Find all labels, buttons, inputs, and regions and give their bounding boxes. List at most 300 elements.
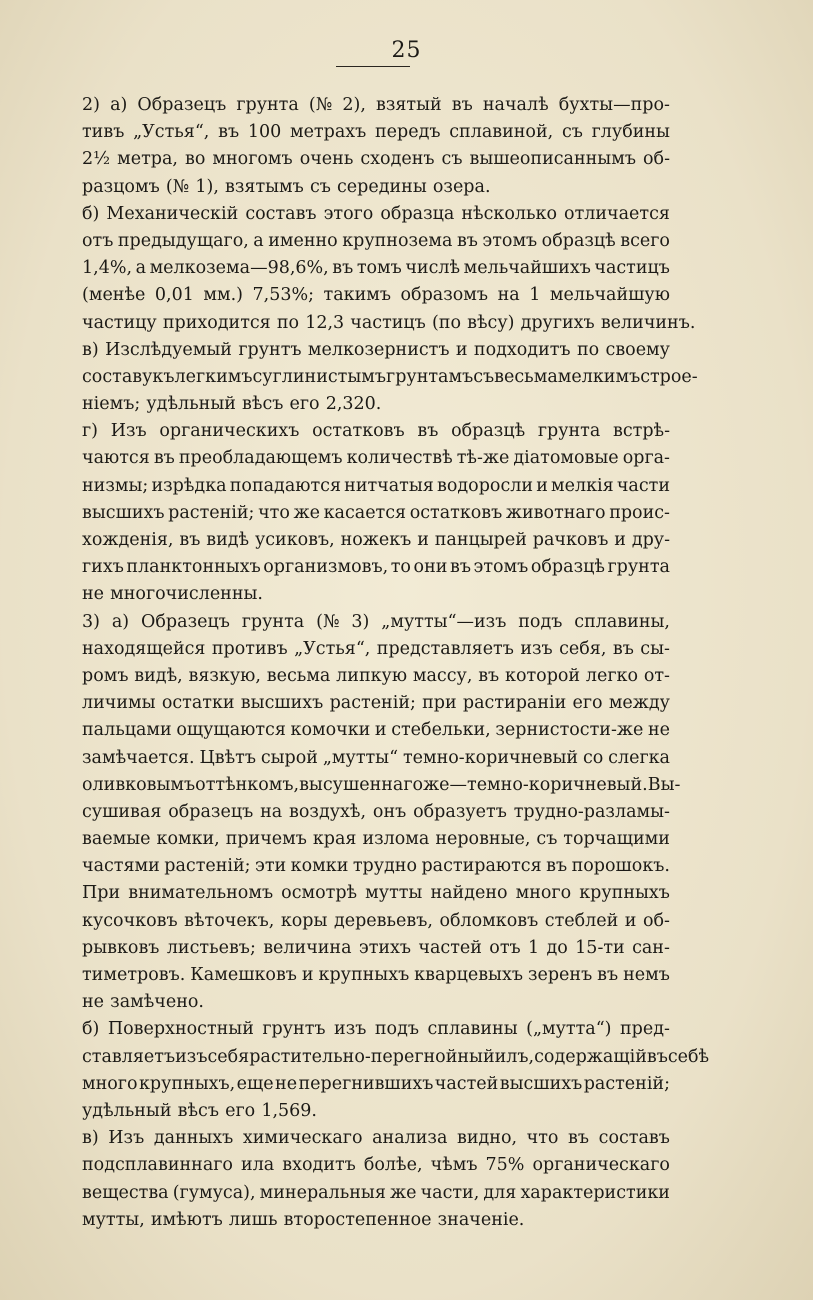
word: суглинистымъ bbox=[252, 366, 387, 387]
word: мелкимъ bbox=[557, 366, 641, 387]
word: сходенъ bbox=[360, 149, 435, 170]
word: частей bbox=[418, 937, 482, 958]
text-line bbox=[82, 282, 670, 309]
word: сы- bbox=[640, 638, 670, 659]
text-line bbox=[82, 174, 670, 201]
text-line bbox=[82, 391, 670, 418]
word: ощущаются bbox=[176, 720, 286, 741]
word: къ bbox=[152, 366, 175, 387]
word: между bbox=[608, 693, 670, 714]
word: вещества bbox=[82, 1182, 169, 1203]
word: темно-коричневый bbox=[402, 747, 579, 768]
word: своему bbox=[605, 339, 670, 360]
word: величина bbox=[263, 937, 352, 958]
word: мутты, bbox=[82, 1209, 145, 1230]
word: неровные, bbox=[435, 829, 531, 850]
word: не bbox=[647, 720, 670, 741]
word: внимательномъ bbox=[128, 883, 274, 904]
word: растираются bbox=[421, 856, 542, 877]
word: въ bbox=[449, 557, 471, 578]
word: 1,569. bbox=[261, 1100, 317, 1121]
word: легкимъ bbox=[174, 366, 253, 387]
word: многочисленны. bbox=[110, 584, 263, 605]
word: животнаго bbox=[505, 502, 606, 523]
word: въ bbox=[478, 665, 500, 686]
word: и bbox=[374, 720, 387, 741]
word: до bbox=[546, 937, 568, 958]
word: этихъ bbox=[358, 937, 412, 958]
word: Механическій bbox=[106, 203, 239, 224]
word: діатомовые bbox=[513, 448, 619, 469]
word: его bbox=[572, 693, 603, 714]
word: зернистости-же bbox=[495, 720, 644, 741]
word: грунтъ bbox=[262, 1019, 326, 1040]
word: вышеописаннымъ bbox=[469, 149, 636, 170]
text-line bbox=[82, 853, 670, 880]
word: остатковъ bbox=[312, 421, 405, 442]
word: сушивая bbox=[82, 801, 162, 822]
word: характеристики bbox=[520, 1182, 670, 1203]
word: планктонныхъ bbox=[126, 557, 261, 578]
word: видно, bbox=[457, 1128, 518, 1149]
word: отъ bbox=[489, 937, 521, 958]
word: остатковъ bbox=[409, 502, 503, 523]
text-line bbox=[82, 418, 670, 445]
word: вѣсу) bbox=[467, 312, 515, 333]
word: мелкозема—98,6%, bbox=[149, 258, 329, 279]
text-line bbox=[82, 799, 670, 826]
word: 2), bbox=[342, 95, 366, 115]
word: и bbox=[417, 530, 429, 550]
word: химическаго bbox=[242, 1128, 363, 1149]
word: этого bbox=[323, 203, 374, 224]
text-line bbox=[82, 337, 670, 364]
word: стебельки, bbox=[391, 720, 491, 741]
word: низмы; bbox=[82, 475, 149, 496]
word: въ bbox=[153, 448, 175, 469]
word: середины bbox=[337, 176, 427, 197]
word: Камешковъ bbox=[190, 965, 297, 985]
word: нѣсколько bbox=[461, 203, 557, 224]
text-line bbox=[82, 310, 696, 337]
word: очень bbox=[299, 149, 354, 170]
word: встрѣ- bbox=[612, 421, 670, 442]
word: чѣмъ bbox=[430, 1155, 478, 1176]
text-line bbox=[82, 146, 670, 173]
word: много bbox=[82, 1073, 138, 1094]
word: мельчайшихъ bbox=[463, 258, 591, 279]
text-line bbox=[82, 609, 670, 636]
word: и bbox=[455, 339, 468, 360]
word: отличается bbox=[564, 203, 670, 224]
word: пред- bbox=[620, 1019, 670, 1040]
word: излома bbox=[362, 829, 430, 850]
word: много bbox=[515, 883, 572, 904]
word: началѣ bbox=[482, 95, 549, 115]
word: этомъ bbox=[473, 557, 529, 578]
text-line bbox=[82, 989, 670, 1016]
text-line bbox=[82, 772, 681, 799]
word: края bbox=[312, 829, 357, 850]
word: по bbox=[576, 339, 600, 360]
word: растеній; bbox=[329, 693, 416, 714]
text-line bbox=[82, 717, 670, 744]
word: же bbox=[389, 1182, 417, 1203]
word: и bbox=[301, 965, 314, 985]
word: 15-ти bbox=[575, 937, 625, 958]
page-number-rule bbox=[336, 66, 410, 67]
word: передъ bbox=[375, 122, 441, 143]
word: эти bbox=[255, 856, 287, 877]
word: входитъ bbox=[282, 1155, 356, 1176]
word: в) bbox=[82, 339, 99, 360]
word: значеніе. bbox=[437, 1209, 525, 1230]
word: весьма bbox=[266, 665, 331, 686]
word: тѣ-же bbox=[456, 448, 510, 469]
word: отъ bbox=[82, 230, 114, 251]
word: анализа bbox=[372, 1128, 448, 1149]
word: ваемые bbox=[82, 829, 151, 850]
word: кварцевыхъ bbox=[414, 965, 523, 985]
word: метра, bbox=[117, 149, 178, 170]
text-line bbox=[82, 228, 670, 255]
word: для bbox=[483, 1182, 517, 1203]
word: лишь bbox=[228, 1209, 278, 1230]
word: крупныхъ bbox=[318, 965, 410, 985]
word: высшихъ bbox=[240, 693, 324, 714]
word: крупныхъ, bbox=[138, 1073, 236, 1094]
word: образца bbox=[380, 203, 455, 224]
word: многомъ bbox=[212, 149, 293, 170]
word: со bbox=[582, 747, 604, 768]
word: остатки bbox=[161, 693, 235, 714]
word: въ bbox=[646, 1046, 668, 1067]
word: массу, bbox=[412, 665, 473, 686]
word: образцѣ bbox=[530, 557, 605, 578]
word: органическихъ bbox=[159, 421, 300, 442]
word: 12,3 bbox=[305, 312, 345, 333]
word: б) bbox=[82, 1019, 100, 1040]
word: Цвѣтъ bbox=[199, 747, 256, 768]
word: имѣютъ bbox=[150, 1209, 223, 1230]
word: водоросли bbox=[437, 475, 534, 496]
word: взятымъ bbox=[225, 176, 304, 197]
word: мелкозернистъ bbox=[307, 339, 450, 360]
word: грунта bbox=[537, 421, 601, 442]
word: частей bbox=[434, 1073, 499, 1094]
word: ножекъ bbox=[340, 530, 412, 550]
word: частицъ bbox=[594, 258, 670, 279]
text-line bbox=[82, 119, 670, 146]
word: и bbox=[624, 910, 637, 931]
word: подъ bbox=[374, 1019, 419, 1040]
text-line bbox=[82, 636, 670, 663]
word: вѣточекъ, bbox=[184, 910, 275, 931]
word: 2) bbox=[82, 95, 100, 115]
word: приходится bbox=[162, 312, 271, 333]
word: въ bbox=[332, 258, 354, 279]
text-line bbox=[82, 1152, 670, 1179]
word: величинъ. bbox=[600, 312, 696, 333]
word: крупнозема bbox=[342, 230, 453, 251]
word: съ bbox=[561, 122, 583, 143]
word: въ bbox=[612, 638, 634, 659]
word: илъ, bbox=[494, 1046, 535, 1067]
word: метрахъ bbox=[289, 122, 367, 143]
word: Изъ bbox=[110, 421, 147, 442]
word: „Устья“, bbox=[133, 122, 210, 143]
word: и bbox=[614, 530, 626, 550]
word: ромъ bbox=[82, 665, 129, 686]
word: а bbox=[135, 258, 147, 279]
text-line bbox=[82, 745, 670, 772]
word: изъ bbox=[520, 638, 553, 659]
word: 1,4%, bbox=[82, 258, 133, 279]
text-line bbox=[82, 201, 670, 228]
word: съ bbox=[441, 149, 463, 170]
text-line bbox=[82, 527, 670, 554]
word: что bbox=[258, 502, 290, 523]
word: (№ bbox=[316, 611, 340, 632]
word: съ bbox=[309, 176, 331, 197]
word: въ bbox=[546, 856, 568, 877]
word: оттѣнкомъ, bbox=[195, 774, 300, 795]
word: по bbox=[276, 312, 300, 333]
word: количествѣ bbox=[346, 448, 453, 469]
word: растеній; bbox=[164, 856, 251, 877]
word: противъ bbox=[211, 638, 288, 659]
word: его bbox=[225, 1100, 256, 1121]
word: съ bbox=[473, 366, 495, 387]
word: 0,01 bbox=[154, 285, 194, 306]
word: проис- bbox=[609, 502, 670, 523]
word: части bbox=[616, 475, 670, 496]
word: органическаго bbox=[532, 1155, 670, 1176]
text-line bbox=[82, 92, 670, 119]
text-line bbox=[82, 962, 670, 989]
word: другихъ bbox=[520, 312, 595, 333]
word: разцомъ bbox=[82, 176, 160, 197]
word: торчащими bbox=[563, 829, 670, 850]
text-line bbox=[82, 1207, 670, 1234]
word: а) bbox=[110, 95, 128, 115]
word: (по bbox=[431, 312, 461, 333]
word: въ bbox=[218, 122, 240, 143]
word: (№ bbox=[308, 95, 333, 115]
word: части, bbox=[420, 1182, 480, 1203]
word: Образецъ bbox=[137, 95, 227, 115]
page-number: 25 bbox=[391, 38, 422, 63]
word: в) bbox=[82, 1128, 99, 1149]
word: строе- bbox=[640, 366, 698, 387]
word: перегнившихъ bbox=[298, 1073, 434, 1094]
word: составъ bbox=[245, 203, 317, 224]
word: не bbox=[82, 992, 105, 1013]
word: легко bbox=[585, 665, 639, 686]
word: растеній; bbox=[583, 1073, 670, 1094]
word: бухты—про- bbox=[558, 95, 670, 115]
word: „Устья“, bbox=[294, 638, 371, 659]
word: которой bbox=[505, 665, 581, 686]
word: второстепенное bbox=[283, 1209, 432, 1230]
word: гихъ bbox=[82, 557, 124, 578]
word: личимы bbox=[82, 693, 156, 714]
word: замѣчается. bbox=[82, 747, 195, 768]
word: (менѣе bbox=[82, 285, 146, 306]
word: взятый bbox=[375, 95, 442, 115]
word: что bbox=[526, 1128, 559, 1149]
word: глубины bbox=[591, 122, 670, 143]
word: ила bbox=[241, 1155, 275, 1176]
word: его bbox=[289, 394, 320, 415]
word: частицу bbox=[82, 312, 157, 333]
word: преобладающемъ bbox=[178, 448, 343, 469]
word: ніемъ; bbox=[82, 394, 141, 415]
word: грунтъ bbox=[238, 339, 302, 360]
body-text bbox=[82, 92, 710, 1234]
word: крупныхъ bbox=[579, 883, 670, 904]
word: себя bbox=[207, 1046, 250, 1067]
word: они bbox=[413, 557, 448, 578]
word: рывковъ bbox=[82, 937, 160, 958]
word: вѣсъ bbox=[177, 1100, 219, 1121]
word: При bbox=[82, 883, 121, 904]
word: именно bbox=[268, 230, 338, 251]
text-line bbox=[82, 500, 670, 527]
word: въ bbox=[417, 421, 439, 442]
word: болѣе, bbox=[363, 1155, 423, 1176]
text-line bbox=[82, 1180, 670, 1207]
word: частицъ bbox=[350, 312, 426, 333]
word: а bbox=[253, 230, 264, 251]
text-line bbox=[82, 663, 670, 690]
word: Образецъ bbox=[141, 611, 230, 632]
word: то bbox=[390, 557, 411, 578]
word: себѣ bbox=[667, 1046, 710, 1067]
word: воздухѣ, bbox=[289, 801, 367, 822]
word: оливковымъ bbox=[82, 774, 196, 795]
word: удѣльный bbox=[146, 394, 236, 415]
word: мельчайшую bbox=[549, 285, 670, 306]
text-line bbox=[82, 1016, 670, 1043]
word: сан- bbox=[632, 937, 670, 958]
word: (гумуса), bbox=[172, 1182, 256, 1203]
word: съ bbox=[536, 829, 558, 850]
word: коры bbox=[280, 910, 328, 931]
word: сплавины bbox=[427, 1019, 518, 1040]
word: растираніи bbox=[462, 693, 567, 714]
word: обломковъ bbox=[439, 910, 539, 931]
word: изъ bbox=[334, 1019, 367, 1040]
word: предыдущаго, bbox=[117, 230, 249, 251]
text-line bbox=[82, 935, 670, 962]
text-line bbox=[82, 690, 670, 717]
word: весьма bbox=[494, 366, 558, 387]
word: еще bbox=[236, 1073, 274, 1094]
text-line bbox=[82, 880, 670, 907]
word: образуетъ bbox=[413, 801, 507, 822]
word: на bbox=[260, 801, 283, 822]
word: данныхъ bbox=[153, 1128, 234, 1149]
word: же bbox=[293, 502, 320, 523]
word: Изъ bbox=[108, 1128, 145, 1149]
text-line bbox=[82, 826, 670, 853]
word: комки bbox=[290, 856, 349, 877]
word: 1), bbox=[195, 176, 219, 197]
word: усиковъ, bbox=[254, 530, 335, 550]
word: от- bbox=[643, 665, 670, 686]
word: не bbox=[82, 584, 105, 605]
word: 2,320. bbox=[325, 394, 382, 415]
word: тивъ bbox=[82, 122, 125, 143]
word: 1 bbox=[528, 937, 540, 958]
text-line bbox=[82, 1071, 670, 1098]
text-line bbox=[82, 581, 670, 608]
word: составъ bbox=[598, 1128, 670, 1149]
word: вѣсъ bbox=[242, 394, 284, 415]
word: комки, bbox=[156, 829, 220, 850]
word: находящейся bbox=[82, 638, 206, 659]
word: сплавиной, bbox=[449, 122, 554, 143]
word: такимъ bbox=[323, 285, 391, 306]
text-line bbox=[82, 1098, 670, 1125]
word: („мутта“) bbox=[526, 1019, 612, 1040]
word: 1 bbox=[529, 285, 541, 306]
word: сплавины, bbox=[574, 611, 670, 632]
word: грунта bbox=[607, 557, 670, 578]
word: причемъ bbox=[225, 829, 307, 850]
word: листьевъ; bbox=[166, 937, 256, 958]
word: высушеннаго bbox=[299, 774, 424, 795]
word: об- bbox=[642, 910, 670, 931]
word: во bbox=[185, 149, 206, 170]
word: а) bbox=[111, 611, 130, 632]
word: (№ bbox=[165, 176, 190, 197]
word: деревьевъ, bbox=[333, 910, 433, 931]
word: порошокъ. bbox=[571, 856, 670, 877]
word: числѣ bbox=[405, 258, 461, 279]
text-line bbox=[82, 554, 670, 581]
word: замѣчено. bbox=[110, 992, 204, 1013]
word: 3) bbox=[351, 611, 370, 632]
word: осмотрѣ bbox=[281, 883, 358, 904]
word: грунта bbox=[241, 611, 305, 632]
word: вязкую, bbox=[188, 665, 261, 686]
word: нитчатыя bbox=[344, 475, 434, 496]
word: всего bbox=[620, 230, 670, 251]
text-line bbox=[82, 255, 670, 282]
word: чаются bbox=[82, 448, 150, 469]
word: рачковъ bbox=[532, 530, 609, 550]
word: найдено bbox=[430, 883, 508, 904]
word: 3) bbox=[82, 611, 100, 632]
word: озера. bbox=[432, 176, 491, 197]
word: трудно-разламы- bbox=[513, 801, 670, 822]
word: образецъ bbox=[168, 801, 254, 822]
word: не bbox=[275, 1073, 298, 1094]
word: видѣ bbox=[206, 530, 250, 550]
word: дру- bbox=[631, 530, 670, 550]
word: подсплавиннаго bbox=[82, 1155, 233, 1176]
word: Вы- bbox=[647, 774, 681, 795]
word: зеренъ bbox=[527, 965, 593, 985]
word: ставляетъ bbox=[82, 1046, 176, 1067]
word: же—темно-коричневый. bbox=[423, 774, 648, 795]
text-line bbox=[82, 1125, 670, 1152]
word: подходитъ bbox=[473, 339, 571, 360]
word: грунтамъ bbox=[386, 366, 474, 387]
word: попадаются bbox=[229, 475, 342, 496]
